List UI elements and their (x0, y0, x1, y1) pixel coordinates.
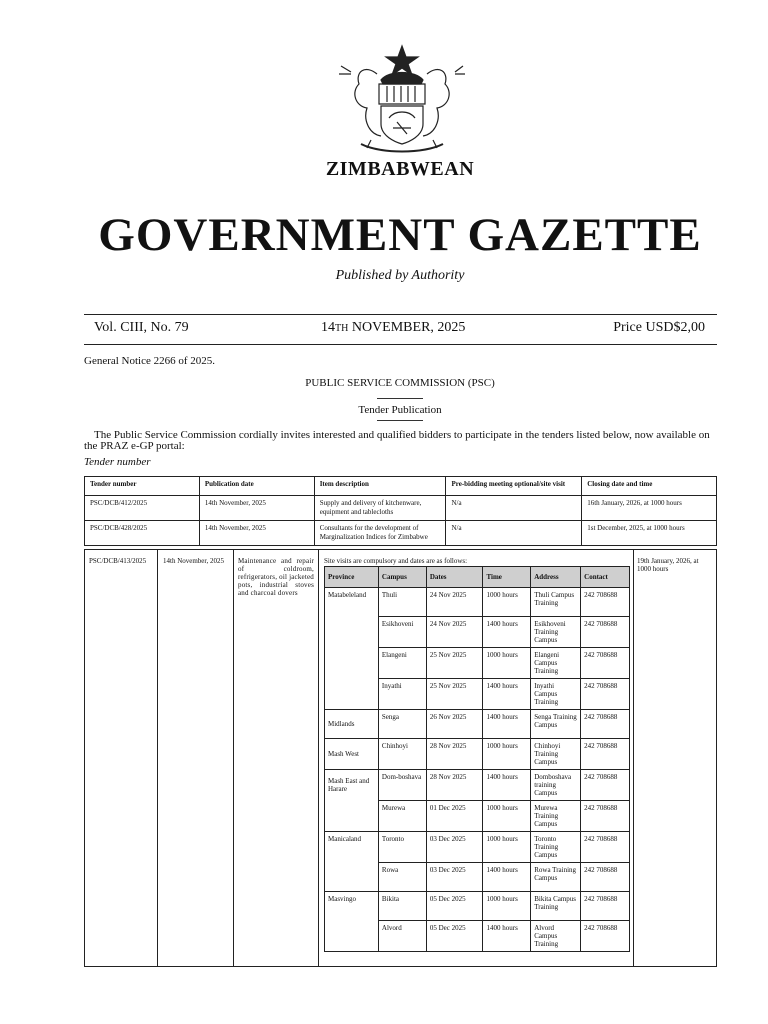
contact-cell: 242 708688 (581, 710, 630, 739)
heading-underline (377, 420, 423, 421)
campus-cell: Thuli (378, 588, 426, 617)
site-visit-row (325, 863, 630, 892)
date-cell: 25 Nov 2025 (426, 648, 483, 679)
site-visit-row (325, 921, 630, 952)
site-visit-row (325, 892, 630, 921)
site-visit-row (325, 770, 630, 801)
time-cell: 1400 hours (483, 710, 531, 739)
column-header: Publication date (199, 477, 314, 496)
province-cell: Matabeleland (325, 588, 379, 617)
province-cell (325, 921, 379, 952)
province-cell: Mash East and Harare (325, 770, 379, 801)
date-cell: 05 Dec 2025 (426, 921, 483, 952)
campus-cell: Chinhoyi (378, 739, 426, 770)
tender-number-cell: PSC/DCB/428/2025 (85, 521, 200, 546)
site-visit-table (324, 566, 630, 952)
time-cell: 1000 hours (483, 892, 531, 921)
time-cell: 1000 hours (483, 588, 531, 617)
address-cell: Domboshava training Campus (531, 770, 581, 801)
province-cell (325, 648, 379, 679)
contact-cell: 242 708688 (581, 921, 630, 952)
campus-cell: Senga (378, 710, 426, 739)
closing-date-cell: 19th January, 2026, at 1000 hours (637, 557, 699, 573)
site-visit-row (325, 617, 630, 648)
column-header: Pre-bidding meeting optional/site visit (446, 477, 582, 496)
address-cell: Elangeni Campus Training (531, 648, 581, 679)
column-header: Campus (378, 567, 426, 588)
contact-cell: 242 708688 (581, 588, 630, 617)
province-cell: Midlands (325, 710, 379, 739)
date-cell: 24 Nov 2025 (426, 617, 483, 648)
contact-cell: 242 708688 (581, 892, 630, 921)
contact-cell: 242 708688 (581, 617, 630, 648)
contact-cell: 242 708688 (581, 739, 630, 770)
time-cell: 1400 hours (483, 770, 531, 801)
column-divider (633, 550, 634, 966)
time-cell: 1000 hours (483, 648, 531, 679)
site-visit-row (325, 679, 630, 710)
province-cell: Masvingo (325, 892, 379, 921)
address-cell: Esikhoveni Training Campus (531, 617, 581, 648)
column-header: Contact (581, 567, 630, 588)
province-cell (325, 801, 379, 832)
contact-cell: 242 708688 (581, 863, 630, 892)
table-row (85, 521, 717, 546)
masthead-authority: Published by Authority (335, 268, 465, 283)
time-cell: 1400 hours (483, 921, 531, 952)
campus-cell: Murewa (378, 801, 426, 832)
tender-number-cell: PSC/DCB/413/2025 (89, 557, 147, 565)
closing-date-cell: 1st December, 2025, at 1000 hours (582, 521, 717, 546)
contact-cell: 242 708688 (581, 770, 630, 801)
address-cell: Toronto Training Campus (531, 832, 581, 863)
site-visit-cell: N/a (446, 496, 582, 521)
site-visit-row (325, 739, 630, 770)
issue-volume: Vol. CIII, No. 79 (94, 320, 189, 335)
province-cell (325, 617, 379, 648)
campus-cell: Bikita (378, 892, 426, 921)
item-description-cell: Consultants for the development of Marginalization Indices for Zimbabwe (314, 521, 446, 546)
masthead-title: GOVERNMENT GAZETTE (98, 209, 702, 261)
time-cell: 1400 hours (483, 617, 531, 648)
notice-issuer: PUBLIC SERVICE COMMISSION (PSC) (305, 377, 495, 389)
province-cell (325, 679, 379, 710)
table-row (85, 496, 717, 521)
publication-date-cell: 14th November, 2025 (163, 557, 224, 565)
address-cell: Murewa Training Campus (531, 801, 581, 832)
address-cell: Thuli Campus Training (531, 588, 581, 617)
address-cell: Senga Training Campus (531, 710, 581, 739)
masthead-subtitle: ZIMBABWEAN (325, 158, 475, 180)
tender-number-label: Tender number (84, 456, 151, 468)
site-visit-cell: N/a (446, 521, 582, 546)
address-cell: Bikita Campus Training (531, 892, 581, 921)
site-table-header-row (325, 567, 630, 588)
contact-cell: 242 708688 (581, 648, 630, 679)
contact-cell: 242 708688 (581, 832, 630, 863)
campus-cell: Toronto (378, 832, 426, 863)
date-cell: 28 Nov 2025 (426, 770, 483, 801)
date-cell: 03 Dec 2025 (426, 863, 483, 892)
time-cell: 1000 hours (483, 801, 531, 832)
tenders-table (84, 476, 717, 546)
item-description-cell: Supply and delivery of kitchenware, equipment and tablecloths (314, 496, 446, 521)
address-cell: Alvord Campus Training (531, 921, 581, 952)
date-cell: 01 Dec 2025 (426, 801, 483, 832)
site-visit-row (325, 710, 630, 739)
issue-bottom-rule (84, 344, 717, 345)
date-cell: 05 Dec 2025 (426, 892, 483, 921)
issue-top-rule (84, 314, 717, 315)
column-divider (318, 550, 319, 966)
time-cell: 1400 hours (483, 863, 531, 892)
date-cell: 25 Nov 2025 (426, 679, 483, 710)
column-divider (157, 550, 158, 966)
time-cell: 1000 hours (483, 739, 531, 770)
site-visit-row (325, 801, 630, 832)
contact-cell: 242 708688 (581, 801, 630, 832)
site-visit-note: Site visits are compulsory and dates are as follows: (324, 557, 468, 565)
column-header: Time (483, 567, 531, 588)
column-header: Closing date and time (582, 477, 717, 496)
column-divider (233, 550, 234, 966)
site-visit-row (325, 648, 630, 679)
issue-date: 14TH NOVEMBER, 2025 (321, 320, 466, 335)
campus-cell: Alvord (378, 921, 426, 952)
coat-of-arms-emblem (337, 44, 467, 156)
date-cell: 26 Nov 2025 (426, 710, 483, 739)
table-header-row (85, 477, 717, 496)
item-description-cell: Maintenance and repair of coldroom, refrigerators, oil jacketed pots, industrial stoves and charcoal dovers (238, 557, 314, 597)
address-cell: Inyathi Campus Training (531, 679, 581, 710)
column-header: Item description (314, 477, 446, 496)
address-cell: Chinhoyi Training Campus (531, 739, 581, 770)
time-cell: 1400 hours (483, 679, 531, 710)
closing-date-cell: 16th January, 2026, at 1000 hours (582, 496, 717, 521)
publication-date-cell: 14th November, 2025 (199, 521, 314, 546)
province-cell: Mash West (325, 739, 379, 770)
site-visit-row (325, 832, 630, 863)
site-visit-row (325, 588, 630, 617)
issuer-underline (377, 398, 423, 399)
tender-number-cell: PSC/DCB/412/2025 (85, 496, 200, 521)
publication-date-cell: 14th November, 2025 (199, 496, 314, 521)
province-cell (325, 863, 379, 892)
date-cell: 28 Nov 2025 (426, 739, 483, 770)
campus-cell: Elangeni (378, 648, 426, 679)
date-cell: 03 Dec 2025 (426, 832, 483, 863)
province-cell: Manicaland (325, 832, 379, 863)
issue-price: Price USD$2,00 (613, 320, 705, 335)
contact-cell: 242 708688 (581, 679, 630, 710)
column-header: Address (531, 567, 581, 588)
column-header: Tender number (85, 477, 200, 496)
column-header: Dates (426, 567, 483, 588)
campus-cell: Inyathi (378, 679, 426, 710)
general-notice-number: General Notice 2266 of 2025. (84, 355, 216, 367)
time-cell: 1000 hours (483, 832, 531, 863)
campus-cell: Rowa (378, 863, 426, 892)
campus-cell: Dom-boshava (378, 770, 426, 801)
notice-intro: The Public Service Commission cordially invites interested and qualified bidders to participate in the tenders listed below, now available on the PRAZ e-GP portal: (84, 429, 710, 452)
address-cell: Rowa Training Campus (531, 863, 581, 892)
date-cell: 24 Nov 2025 (426, 588, 483, 617)
column-header: Province (325, 567, 379, 588)
issue-info-row (84, 320, 717, 338)
notice-heading: Tender Publication (358, 404, 442, 416)
campus-cell: Esikhoveni (378, 617, 426, 648)
